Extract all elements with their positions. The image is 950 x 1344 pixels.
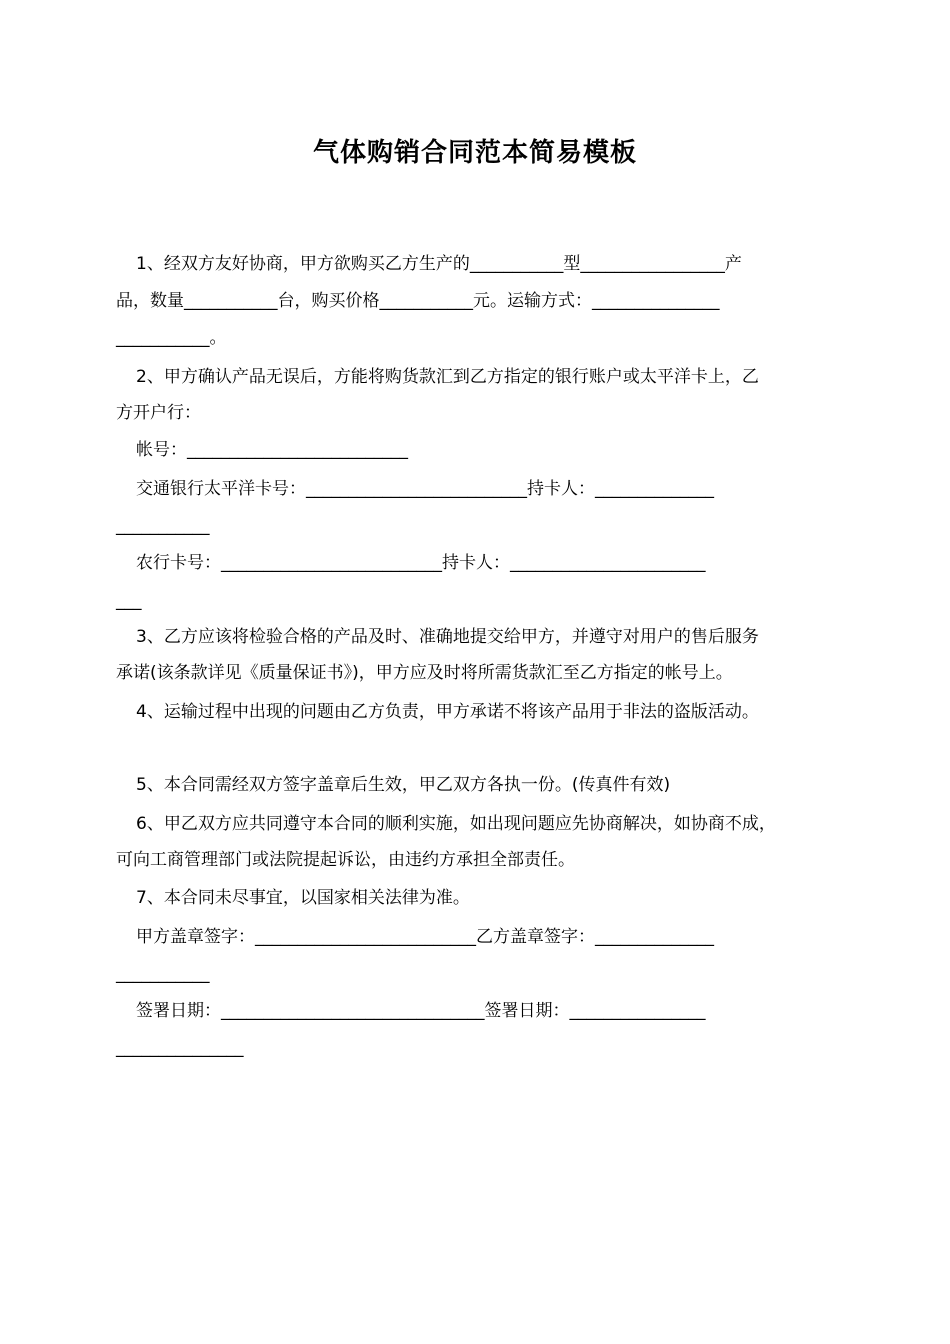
clause-2-line-2: 方开户行： [116,403,201,423]
clause-3-line-2: 承诺(该条款详见《质量保证书》)，甲方应及时将所需货款汇至乙方指定的帐号上。 [116,663,733,683]
clause-7-line-1: 7、本合同未尽事宜，以国家相关法律为准。 [136,888,470,908]
clause-6-line-2: 可向工商管理部门或法院提起诉讼，由违约方承担全部责任。 [116,850,575,870]
signature-line: 甲方盖章签字：__________________________乙方盖章签字：______________ [136,927,714,947]
clause-6-line-1: 6、甲乙双方应共同遵守本合同的顺利实施，如出现问题应先协商解决，如协商不成， [136,814,776,834]
sign-date-line-cont: _______________ [116,1038,244,1058]
clause-1-line-2: 品，数量___________台，购买价格___________元。运输方式：_______________ [116,291,720,311]
clause-4-line-1: 4、运输过程中出现的问题由乙方负责，甲方承诺不将该产品用于非法的盗版活动。 [136,702,759,722]
clause-2-line-1: 2、甲方确认产品无误后，方能将购货款汇到乙方指定的银行账户或太平洋卡上，乙 [136,367,759,387]
bocom-card-line-cont: ___________ [116,516,210,536]
abc-card-line: 农行卡号：__________________________持卡人：_______________________ [136,553,706,573]
clause-1-line-3: ___________。 [116,328,227,348]
signature-line-cont: ___________ [116,964,210,984]
clause-5-line-1: 5、本合同需经双方签字盖章后生效，甲乙双方各执一份。(传真件有效) [136,775,671,795]
sign-date-line: 签署日期：_______________________________签署日期：________________ [136,1001,706,1021]
document-title: 气体购销合同范本简易模板 [312,138,637,168]
clause-3-line-1: 3、乙方应该将检验合格的产品及时、准确地提交给甲方，并遵守对用户的售后服务 [136,627,759,647]
account-number-line: 帐号：__________________________ [136,440,408,460]
clause-1-line-1: 1、经双方友好协商，甲方欲购买乙方生产的___________型_________________产 [136,254,742,274]
abc-card-line-cont: ___ [116,591,142,611]
bocom-card-line: 交通银行太平洋卡号：__________________________持卡人：______________ [136,479,714,499]
